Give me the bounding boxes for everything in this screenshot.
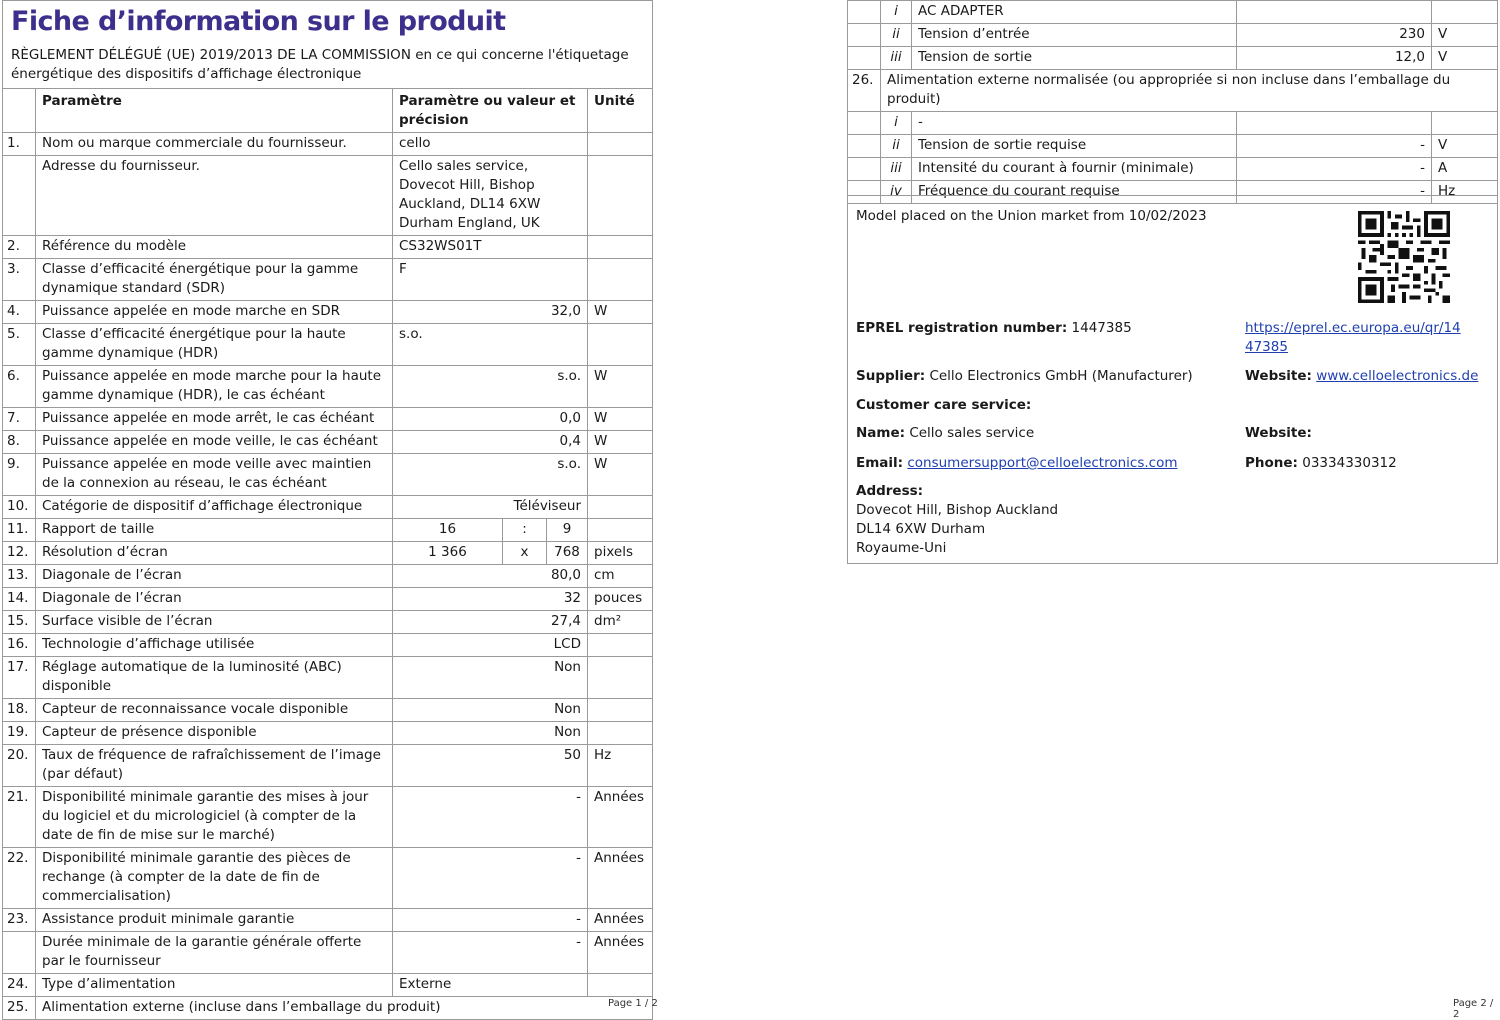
row-param: Disponibilité minimale garantie des mises à jour du logiciel et du micrologiciel (à compter de la date de fin de mise sur le marché)	[36, 787, 393, 848]
row-param: Diagonale de l’écran	[36, 588, 393, 611]
row-value: 0,4	[393, 431, 588, 454]
power-supply-table	[847, 0, 1498, 204]
row-number: 4.	[3, 301, 36, 324]
row-number: 20.	[3, 745, 36, 787]
row-value: CS32WS01T	[393, 236, 588, 259]
sub-row-unit: Hz	[1432, 181, 1498, 204]
ratio-value-1: 1 366	[393, 542, 503, 564]
row-value: LCD	[393, 634, 588, 657]
address-line-3: Royaume-Uni	[856, 540, 947, 556]
row-param: Technologie d’affichage utilisée	[36, 634, 393, 657]
supplier-value: Cello Electronics GmbH (Manufacturer)	[929, 368, 1193, 384]
sub-row	[848, 24, 1498, 47]
row-number	[3, 932, 36, 974]
row-param: Surface visible de l’écran	[36, 611, 393, 634]
row-param: Réglage automatique de la luminosité (ABC) disponible	[36, 657, 393, 699]
row-number: 15.	[3, 611, 36, 634]
row-param: Catégorie de dispositif d’affichage électronique	[36, 496, 393, 519]
row-value: Téléviseur	[393, 496, 588, 519]
ratio-separator: x	[503, 542, 547, 564]
table-row	[3, 611, 653, 634]
row-number: 26.	[848, 70, 881, 112]
row-unit	[588, 722, 653, 745]
sub-row-label: Tension d’entrée	[912, 24, 1237, 47]
table-row	[848, 70, 1498, 112]
row-param: Diagonale de l’écran	[36, 565, 393, 588]
row-param: Puissance appelée en mode arrêt, le cas échéant	[36, 408, 393, 431]
table-row	[3, 156, 653, 236]
sub-row	[848, 47, 1498, 70]
row-number: 9.	[3, 454, 36, 496]
row-param: Référence du modèle	[36, 236, 393, 259]
row-unit: W	[588, 454, 653, 496]
row-param: Puissance appelée en mode marche en SDR	[36, 301, 393, 324]
sub-row-spacer	[848, 1, 881, 24]
row-unit	[588, 634, 653, 657]
title-box	[2, 0, 653, 88]
sub-row-index: ii	[881, 24, 912, 47]
page-number: Page 1 / 2	[608, 998, 658, 1009]
header-num	[3, 89, 36, 133]
market-date-text: Model placed on the Union market from 10/02/2023	[856, 208, 1207, 224]
row-value: Non	[393, 722, 588, 745]
sub-row-unit: V	[1432, 47, 1498, 70]
row-unit: pouces	[588, 588, 653, 611]
ratio-row	[393, 542, 587, 564]
row-value: -	[393, 932, 588, 974]
sub-row-label: Fréquence du courant requise	[912, 181, 1237, 204]
row-unit: Années	[588, 932, 653, 974]
ratio-value-2: 768	[554, 544, 580, 560]
table-row	[3, 519, 653, 542]
row-value: 0,0	[393, 408, 588, 431]
page-subtitle: RÈGLEMENT DÉLÉGUÉ (UE) 2019/2013 DE LA COMMISSION en ce qui concerne l'étiquetage énergétique des dispositifs d’affichage électronique	[11, 47, 629, 82]
row-unit: W	[588, 301, 653, 324]
table-row	[3, 997, 653, 1020]
row-number: 12.	[3, 542, 36, 565]
ratio-table	[393, 542, 587, 564]
row-ratio-cell	[393, 542, 588, 565]
page-2	[847, 0, 1498, 204]
eprel-label: EPREL registration number:	[856, 320, 1068, 336]
table-row	[3, 722, 653, 745]
row-number: 17.	[3, 657, 36, 699]
row-param: Puissance appelée en mode marche pour la haute gamme dynamique (HDR), le cas échéant	[36, 366, 393, 408]
row-number: 10.	[3, 496, 36, 519]
sub-row-label: Intensité du courant à fournir (minimale)	[912, 158, 1237, 181]
row-param: Adresse du fournisseur.	[36, 156, 393, 236]
row-number: 19.	[3, 722, 36, 745]
row-unit	[588, 519, 653, 542]
row-value: 80,0	[393, 565, 588, 588]
row-unit: pixels	[588, 542, 653, 565]
row-unit: dm²	[588, 611, 653, 634]
table-row	[3, 259, 653, 301]
row-number: 21.	[3, 787, 36, 848]
row-unit	[588, 156, 653, 236]
row-value: Non	[393, 657, 588, 699]
row-unit	[588, 259, 653, 301]
sub-row-value: 230	[1237, 24, 1432, 47]
table-row	[3, 745, 653, 787]
table-row	[3, 699, 653, 722]
email-label: Email:	[856, 455, 904, 471]
sub-row	[848, 135, 1498, 158]
eprel-number: 1447385	[1071, 320, 1132, 336]
table-row	[3, 431, 653, 454]
row-value: cello	[393, 133, 588, 156]
row-param: Alimentation externe (incluse dans l’emballage du produit)	[36, 997, 653, 1020]
sub-row-label: -	[912, 112, 1237, 135]
sub-row-value: 12,0	[1237, 47, 1432, 70]
table-row	[3, 848, 653, 909]
sub-row-value: -	[1237, 158, 1432, 181]
table-row	[3, 454, 653, 496]
row-unit: W	[588, 366, 653, 408]
row-value: s.o.	[393, 366, 588, 408]
table-row	[3, 974, 653, 997]
sub-row-unit: V	[1432, 135, 1498, 158]
phone-label: Phone:	[1245, 455, 1298, 471]
row-unit	[588, 236, 653, 259]
table-row	[3, 787, 653, 848]
website-label: Website:	[1245, 368, 1312, 384]
sub-row-value: -	[1237, 181, 1432, 204]
sub-row-label: Tension de sortie	[912, 47, 1237, 70]
row-value: -	[393, 909, 588, 932]
row-number: 11.	[3, 519, 36, 542]
sub-row	[848, 158, 1498, 181]
sub-row-index: iv	[881, 181, 912, 204]
row-value: 32,0	[393, 301, 588, 324]
sub-row-spacer	[848, 135, 881, 158]
row-unit	[588, 974, 653, 997]
address-line-1: Dovecot Hill, Bishop Auckland	[856, 502, 1059, 518]
row-number: 5.	[3, 324, 36, 366]
page-number-2: Page 2 / 2	[1453, 998, 1494, 1020]
product-info-table	[2, 88, 653, 1020]
sub-row-index: i	[881, 1, 912, 24]
sub-row	[848, 1, 1498, 24]
row-param: Taux de fréquence de rafraîchissement de l’image (par défaut)	[36, 745, 393, 787]
row-value: Non	[393, 699, 588, 722]
supplier-label: Supplier:	[856, 368, 926, 384]
row-value: F	[393, 259, 588, 301]
sub-row-value	[1237, 1, 1432, 24]
table-row	[3, 236, 653, 259]
sub-row-unit	[1432, 1, 1498, 24]
row-number: 16.	[3, 634, 36, 657]
page-1	[2, 0, 653, 1020]
row-param: Classe d’efficacité énergétique pour la gamme dynamique standard (SDR)	[36, 259, 393, 301]
ratio-table	[393, 519, 587, 541]
row-param: Durée minimale de la garantie générale offerte par le fournisseur	[36, 932, 393, 974]
row-unit: Années	[588, 848, 653, 909]
table-header-row	[3, 89, 653, 133]
sub-row	[848, 112, 1498, 135]
header-value: Paramètre ou valeur et précision	[393, 89, 588, 133]
row-param: Classe d’efficacité énergétique pour la haute gamme dynamique (HDR)	[36, 324, 393, 366]
row-number: 24.	[3, 974, 36, 997]
row-unit	[588, 657, 653, 699]
row-unit	[588, 699, 653, 722]
row-number: 8.	[3, 431, 36, 454]
email-link[interactable]: consumersupport@celloelectronics.com	[907, 455, 1178, 471]
phone-value: 03334330312	[1302, 455, 1397, 471]
row-unit	[588, 324, 653, 366]
sub-row-index: ii	[881, 135, 912, 158]
sub-row-label: Tension de sortie requise	[912, 135, 1237, 158]
sub-row-spacer	[848, 158, 881, 181]
row-param: Capteur de présence disponible	[36, 722, 393, 745]
sub-row-label: AC ADAPTER	[912, 1, 1237, 24]
name-label: Name:	[856, 425, 906, 441]
row-value: s.o.	[393, 324, 588, 366]
qr-code-icon	[1358, 211, 1450, 303]
ratio-value-2: 9	[562, 521, 572, 537]
row-number: 23.	[3, 909, 36, 932]
row-number: 3.	[3, 259, 36, 301]
website-link[interactable]: www.celloelectronics.de	[1316, 368, 1479, 384]
row-param: Nom ou marque commerciale du fournisseur.	[36, 133, 393, 156]
sub-row-spacer	[848, 112, 881, 135]
ratio-row	[393, 519, 587, 541]
sub-row-value: -	[1237, 135, 1432, 158]
row-param: Alimentation externe normalisée (ou appropriée si non incluse dans l’emballage du produit)	[881, 70, 1498, 112]
row-unit: cm	[588, 565, 653, 588]
ratio-separator: :	[503, 519, 547, 541]
supplier-info-box	[847, 195, 1498, 564]
row-unit: Années	[588, 787, 653, 848]
row-unit: W	[588, 431, 653, 454]
row-ratio-cell	[393, 519, 588, 542]
address-label: Address:	[856, 483, 924, 499]
sub-row-value	[1237, 112, 1432, 135]
table-row	[3, 301, 653, 324]
row-param: Résolution d’écran	[36, 542, 393, 565]
table-row	[3, 909, 653, 932]
row-number: 6.	[3, 366, 36, 408]
sub-row-spacer	[848, 24, 881, 47]
sub-row-unit: V	[1432, 24, 1498, 47]
row-unit	[588, 133, 653, 156]
row-number: 2.	[3, 236, 36, 259]
sub-row-index: iii	[881, 158, 912, 181]
table-row	[3, 366, 653, 408]
row-value: Cello sales service, Dovecot Hill, Bishop Auckland, DL14 6XW Durham England, UK	[393, 156, 588, 236]
header-unit: Unité	[588, 89, 653, 133]
table-row	[3, 133, 653, 156]
table-row	[3, 932, 653, 974]
row-number: 18.	[3, 699, 36, 722]
table-row	[3, 657, 653, 699]
table-row	[3, 542, 653, 565]
table-row	[3, 588, 653, 611]
row-value: -	[393, 848, 588, 909]
table-row	[3, 324, 653, 366]
row-number: 22.	[3, 848, 36, 909]
row-unit: Hz	[588, 745, 653, 787]
ratio-value-1: 16	[393, 519, 503, 541]
row-param: Capteur de reconnaissance vocale disponible	[36, 699, 393, 722]
sub-row-index: iii	[881, 47, 912, 70]
row-value: 32	[393, 588, 588, 611]
row-param: Type d’alimentation	[36, 974, 393, 997]
row-number: 14.	[3, 588, 36, 611]
row-unit: W	[588, 408, 653, 431]
row-number: 7.	[3, 408, 36, 431]
row-param: Rapport de taille	[36, 519, 393, 542]
row-value: Externe	[393, 974, 588, 997]
website2-label: Website:	[1245, 425, 1312, 441]
customer-care-label: Customer care service:	[856, 397, 1032, 413]
row-value: 27,4	[393, 611, 588, 634]
table-row	[3, 408, 653, 431]
row-param: Puissance appelée en mode veille avec maintien de la connexion au réseau, le cas échéant	[36, 454, 393, 496]
name-value: Cello sales service	[909, 425, 1035, 441]
row-unit	[588, 496, 653, 519]
row-number	[3, 156, 36, 236]
row-number: 25.	[3, 997, 36, 1020]
sub-row-unit	[1432, 112, 1498, 135]
address-line-2: DL14 6XW Durham	[856, 521, 986, 537]
row-param: Assistance produit minimale garantie	[36, 909, 393, 932]
page-title: Fiche d’information sur le produit	[11, 6, 506, 37]
row-unit: Années	[588, 909, 653, 932]
table-row	[3, 634, 653, 657]
sub-row-spacer	[848, 47, 881, 70]
eprel-link[interactable]: https://eprel.ec.europa.eu/qr/14 47385	[1245, 320, 1461, 355]
row-number: 1.	[3, 133, 36, 156]
row-number: 13.	[3, 565, 36, 588]
sub-row-unit: A	[1432, 158, 1498, 181]
sub-row-index: i	[881, 112, 912, 135]
row-value: 50	[393, 745, 588, 787]
row-value: s.o.	[393, 454, 588, 496]
row-param: Puissance appelée en mode veille, le cas échéant	[36, 431, 393, 454]
row-param: Disponibilité minimale garantie des pièces de rechange (à compter de la date de fin de commercialisation)	[36, 848, 393, 909]
header-param: Paramètre	[36, 89, 393, 133]
row-value: -	[393, 787, 588, 848]
table-row	[3, 565, 653, 588]
table-row	[3, 496, 653, 519]
